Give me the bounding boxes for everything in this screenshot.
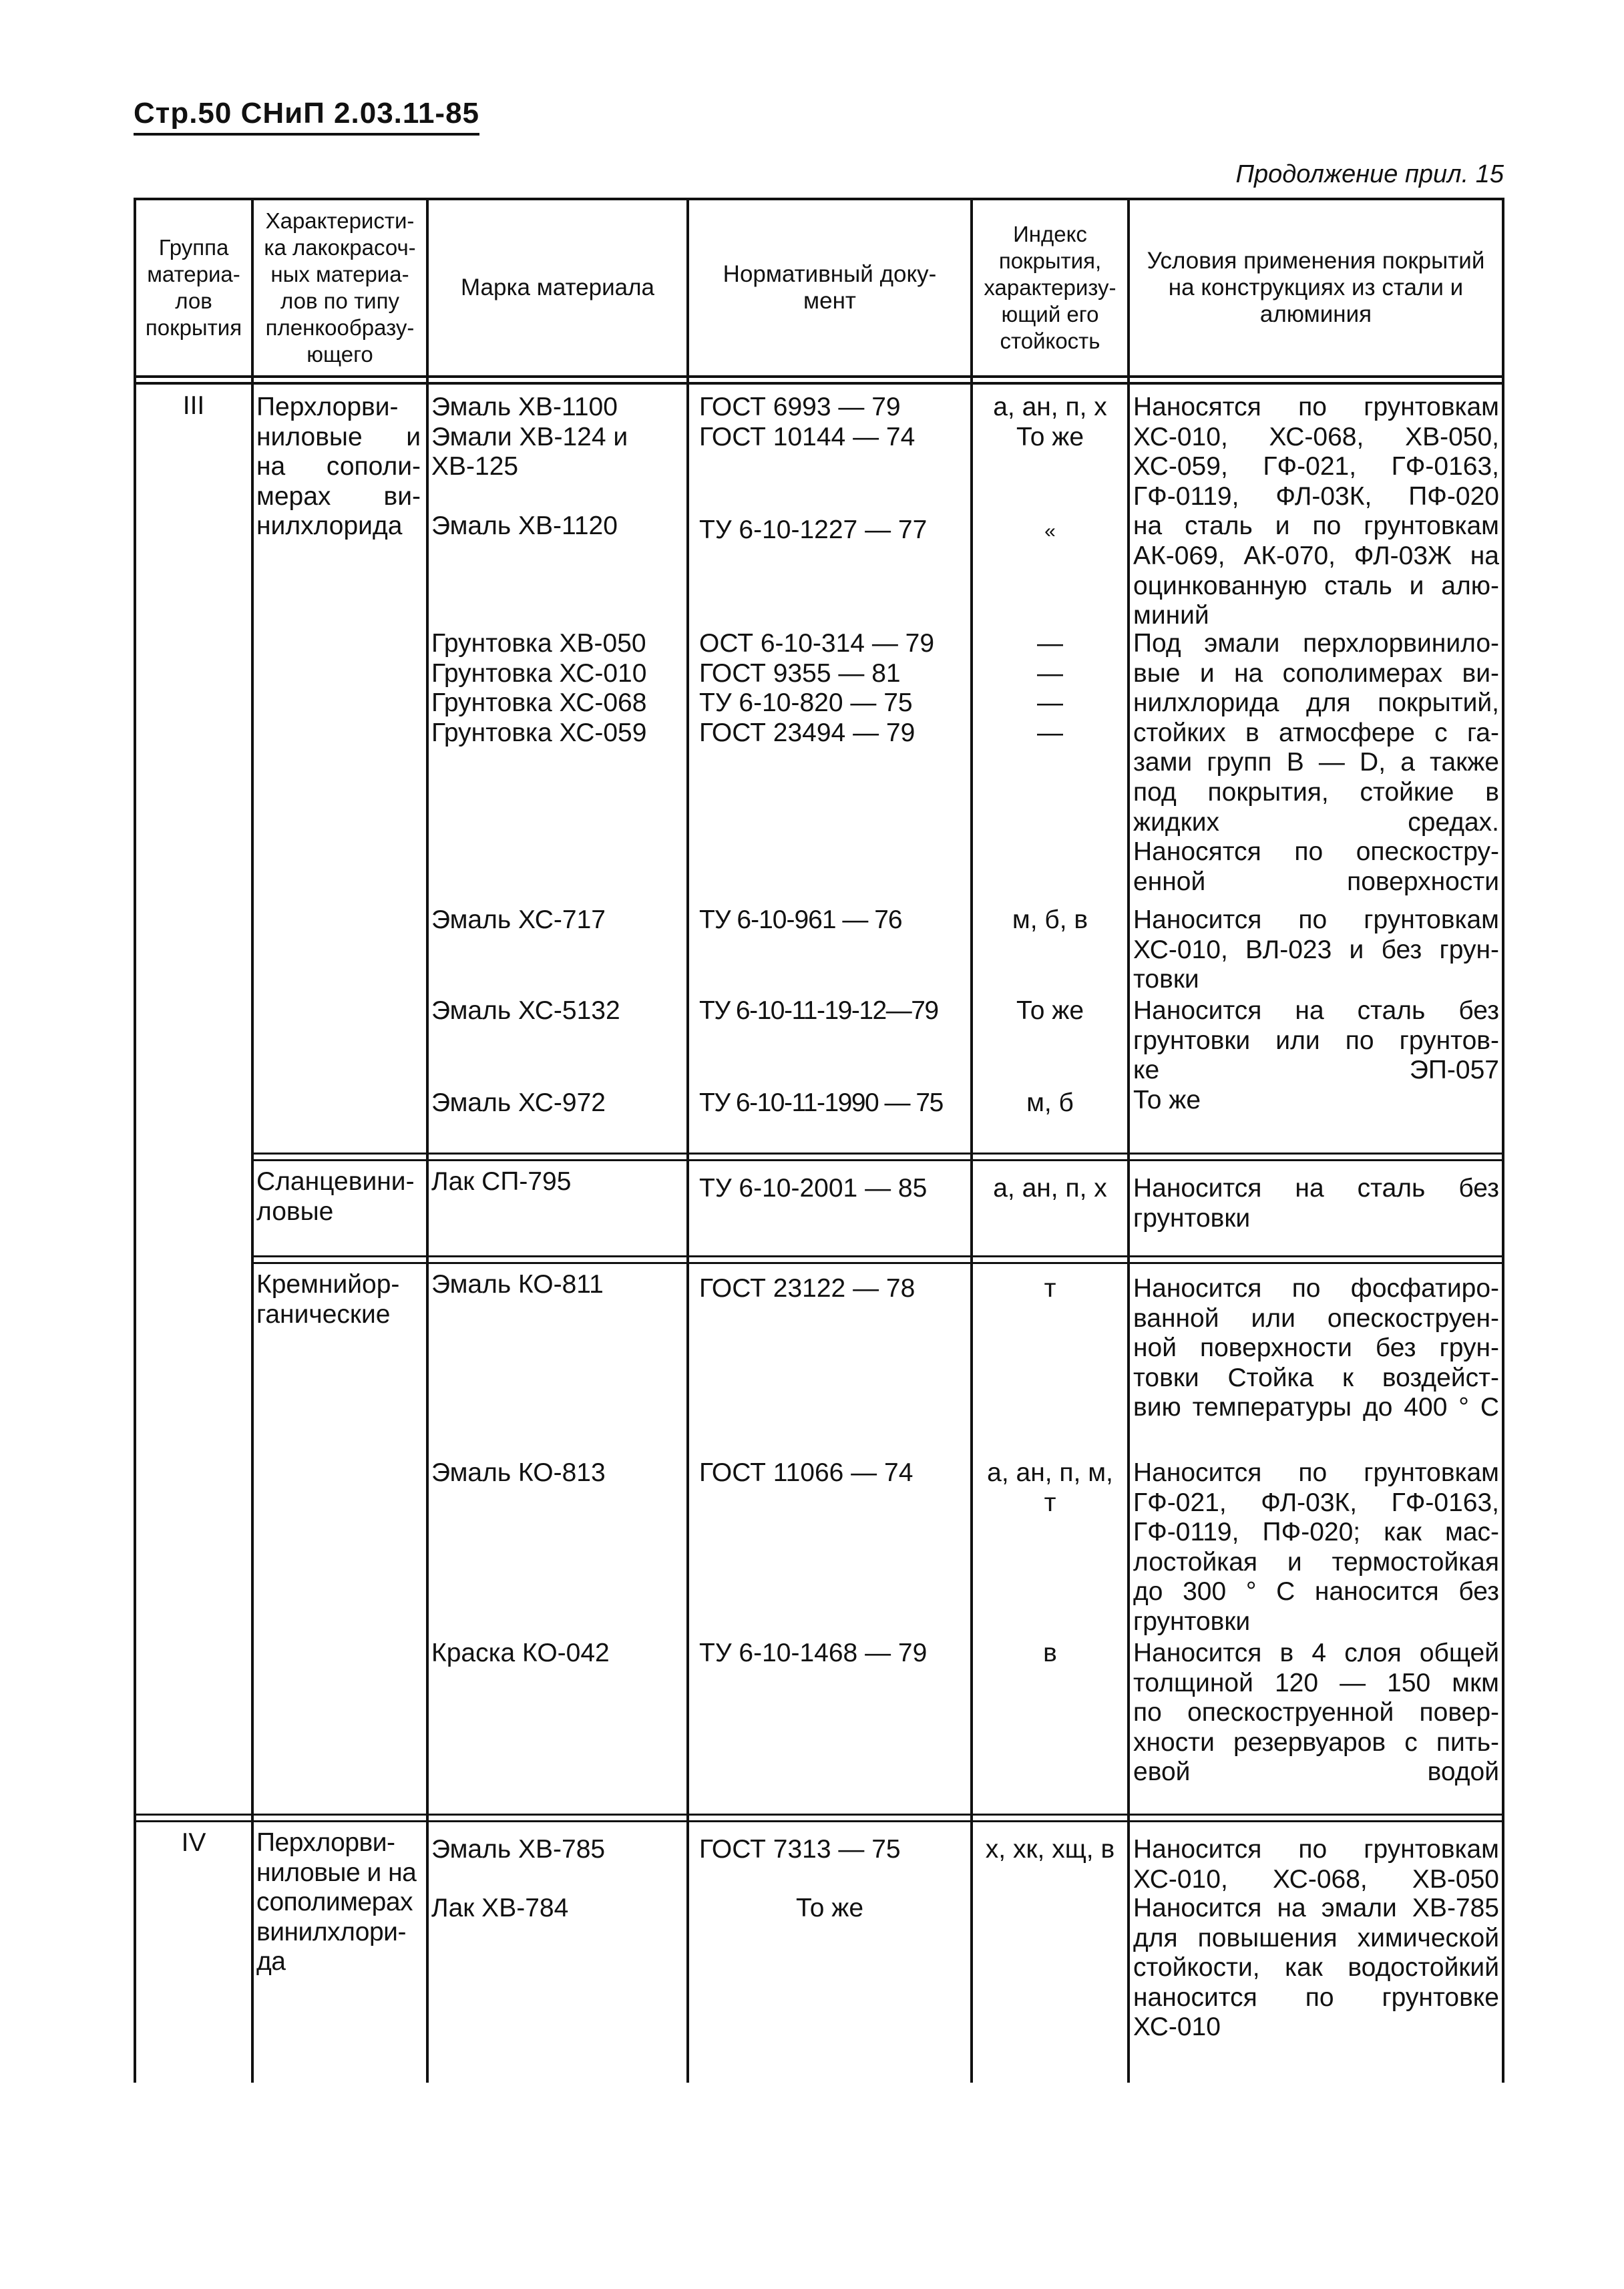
index-cell: т (1044, 1274, 1056, 1303)
column-rule (686, 198, 689, 2083)
index-cell: а, ан, п, м, т (987, 1458, 1113, 1517)
group-cell: IV (181, 1828, 206, 1857)
document-cell: ТУ 6-10-2001 — 85 (699, 1174, 928, 1203)
brand-cell: Грунтовка ХВ-050 Грунтовка ХС-010 Грунтовка ХС-068 Грунтовка ХС-059 (431, 629, 647, 747)
brand-cell: Эмаль ХС-972 (431, 1088, 606, 1117)
brand-cell: Эмаль ХВ-1100 Эмали ХВ-124 и ХВ-125 (431, 393, 628, 481)
section-divider-2 (134, 1820, 1504, 1822)
index-cell: в (1043, 1639, 1057, 1667)
section-divider (251, 1153, 1504, 1155)
header-conditions: Условия применения покрытий на конструкциях из стали и алюминия (1147, 248, 1485, 327)
header-document: Нормативный доку- мент (723, 261, 937, 314)
brand-cell: Эмаль ХВ-785 (431, 1835, 606, 1864)
index-cell: То же (1016, 996, 1084, 1025)
conditions-cell: Под эмали перхлорвинило- вые и на сополимерах ви- нилхлорида для покрытий, стойких в атмосфере с га- зами групп В — D, а также под покрытия, стойкие в жидких средах. Наносятся по опескостру- енной поверхности (1133, 629, 1499, 896)
materials-table (134, 198, 1504, 2083)
index-cell: а, ан, п, х (993, 1174, 1107, 1203)
header-bottom-rule (134, 375, 1504, 378)
characteristic-cell: Сланцевини- ловые (256, 1167, 415, 1226)
conditions-cell: Наносится по грунтовкам ХС-010, ВЛ-023 и без грун- товки (1133, 905, 1499, 994)
brand-cell: Эмаль ХС-5132 (431, 996, 620, 1025)
index-cell: — — — — (1037, 629, 1063, 747)
conditions-cell: Наносится на сталь без грунтовки или по грунтов- ке ЭП-057 (1133, 996, 1499, 1085)
document-cell: ТУ 6-10-961 — 76 (699, 905, 902, 934)
continuation-label: Продолжение прил. 15 (1235, 160, 1504, 188)
conditions-cell: Наносится на сталь без грунтовки (1133, 1174, 1499, 1233)
conditions-cell: Наносятся по грунтовкам ХС-010, ХС-068, ХВ-050, ХС-059, ГФ-021, ГФ-0163, ГФ-0119, ФЛ-03К, ПФ-020 на сталь и по грунтовкам АК-069, АК-070, ФЛ-03Ж на оцинкованную сталь и алю- миний (1133, 393, 1499, 630)
document-cell: ТУ 6-10-11-19-12—79 (699, 996, 938, 1025)
section-divider-2 (251, 1262, 1504, 1264)
brand-cell: Эмаль ХВ-1120 (431, 511, 618, 540)
brand-cell: Краска КО-042 (431, 1639, 610, 1667)
column-rule (251, 198, 254, 2083)
brand-cell: Лак ХВ-784 (431, 1894, 569, 1922)
document-cell: ГОСТ 7313 — 75 (699, 1835, 901, 1864)
characteristic-cell: Кремнийор- ганические (256, 1270, 400, 1329)
column-rule (1127, 198, 1130, 2083)
characteristic-cell: Перхлорви- ниловые и на сополи- мерах ви- нилхлорида (256, 393, 421, 541)
section-divider-2 (251, 1159, 1504, 1161)
index-cell: м, б, в (1012, 905, 1088, 934)
column-rule (1502, 198, 1504, 2083)
conditions-cell: Наносится по грунтовкам ХС-010, ХС-068, ХВ-050 (1133, 1835, 1499, 1894)
brand-cell: Эмаль КО-813 (431, 1458, 606, 1487)
header-index: Индекс покрытия, характеризу- ющий его стойкость (984, 222, 1116, 353)
brand-cell: Эмаль КО-811 (431, 1270, 604, 1299)
page-header: Стр.50 СНиП 2.03.11-85 (134, 97, 479, 136)
header-brand: Марка материала (461, 274, 654, 300)
conditions-cell: Наносится на эмали ХВ-785 для повышения химической стойкости, как водостойкий наносится по грунтовке ХС-010 (1133, 1894, 1499, 2042)
column-rule (970, 198, 973, 2083)
document-cell: ГОСТ 6993 — 79 ГОСТ 10144 — 74 (699, 393, 916, 451)
conditions-cell: Наносится в 4 слоя общей толщиной 120 — 150 мкм по опескоструенной повер- хности резервуаров с пить- евой водой (1133, 1639, 1499, 1787)
header-group: Группа материа- лов покрытия (145, 235, 242, 340)
conditions-cell: То же (1133, 1086, 1201, 1114)
header-characteristic: Характеристи- ка лакокрасоч- ных материа- лов по типу пленкообразу- ющего (264, 208, 416, 367)
column-rule (426, 198, 429, 2083)
document-cell: ТУ 6-10-1468 — 79 (699, 1639, 928, 1667)
index-cell: м, б (1026, 1088, 1074, 1117)
index-cell: х, хк, хщ, в (985, 1835, 1115, 1864)
group-cell: III (182, 391, 205, 420)
brand-cell: Эмаль ХС-717 (431, 905, 606, 934)
document-cell: ГОСТ 23122 — 78 (699, 1274, 916, 1303)
characteristic-cell: Перхлорви- ниловые и на сополимерах винилхлори- да (256, 1828, 417, 1976)
index-cell: « (1044, 520, 1056, 542)
document-cell: ТУ 6-10-1227 — 77 (699, 515, 928, 544)
conditions-cell: Наносится по фосфатиро- ванной или опескоструен- ной поверхности без грун- товки Стойка к воздейст- вию температуры до 400 ° С (1133, 1274, 1499, 1422)
conditions-cell: Наносится по грунтовкам ГФ-021, ФЛ-03К, ГФ-0163, ГФ-0119, ПФ-020; как мас- лостойкая и термостойкая до 300 ° С наносится без грунтовки (1133, 1458, 1499, 1636)
document-cell: ТУ 6-10-11-1990 — 75 (699, 1088, 943, 1117)
document-cell: То же (795, 1894, 864, 1922)
section-divider (251, 1255, 1504, 1257)
document-cell: ОСТ 6-10-314 — 79 ГОСТ 9355 — 81 ТУ 6-10-820 — 75 ГОСТ 23494 — 79 (699, 629, 935, 747)
document-cell: ГОСТ 11066 — 74 (699, 1458, 914, 1487)
brand-cell: Лак СП-795 (431, 1167, 572, 1196)
section-divider (134, 1814, 1504, 1816)
header-bottom-rule-2 (134, 382, 1504, 385)
column-rule (134, 198, 136, 2083)
index-cell: а, ан, п, х То же (993, 393, 1107, 451)
